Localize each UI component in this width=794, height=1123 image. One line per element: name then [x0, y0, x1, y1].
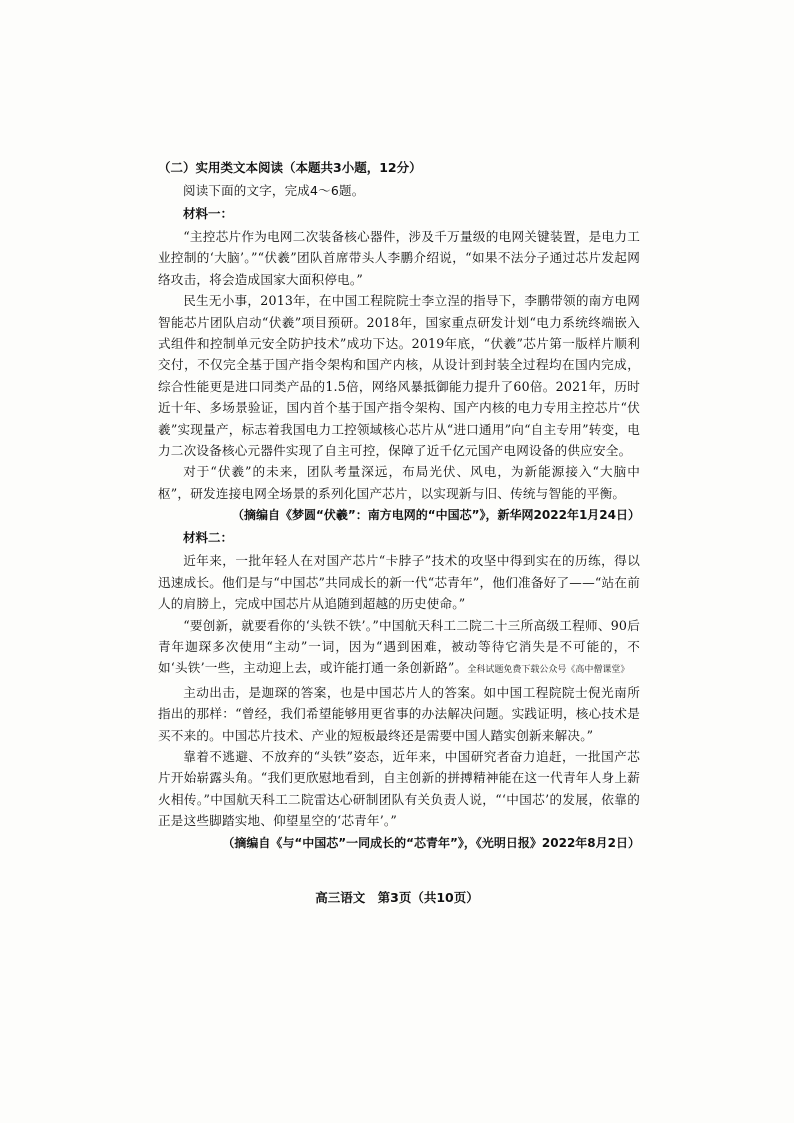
material-one-heading: 材料一： — [183, 206, 234, 221]
material-two-paragraph: 近年来，一批年轻人在对国产芯片“卡脖子”技术的攻坚中得到实在的历练，得以迅速成长。他们是与“中国芯”共同成长的新一代“芯青年”，他们准备好了——“站在前人的肩膀上，完成中国芯片从追随到超越的历史使命。” — [158, 553, 640, 612]
page-footer — [0, 889, 794, 907]
section-instruction: 阅读下面的文字，完成4～6题。 — [183, 183, 365, 198]
material-two-paragraph-text: “要创新，就要看你的‘头铁不铁’。”中国航天科工二院二十三所高级工程师、90后青年迦琛多次使用“主动”一词，因为“遇到困难，被动等待它消失是不可能的，不如‘头铁’一些，主动迎上去，或许能打通一条创新路”。 — [158, 617, 640, 676]
material-two-heading: 材料二： — [183, 530, 234, 546]
material-one-paragraph: “主控芯片作为电网二次装备核心器件，涉及千万量级的电网关键装置，是电力工业控制的‘大脑’。”“伏羲”团队首席带头人李鹏介绍说，“如果不法分子通过芯片发起网络攻击，将会造成国家大面积停电。” — [158, 229, 640, 287]
material-two-source: （摘编自《与“中国芯”一同成长的“芯青年”》，《光明日报》2022年8月2日） — [222, 835, 640, 850]
material-two-paragraph: 主动出击，是迦琛的答案，也是中国芯片人的答案。如中国工程院院士倪光南所指出的那样：“曾经，我们希望能够用更省事的办法解决问题。实践证明，核心技术是买不来的。中国芯片技术、产业的短板最终还是需要中国人踏实创新来解决。” — [158, 684, 640, 743]
material-two-paragraph: 靠着不逃避、不放弃的“头铁”姿态，近年来，中国研究者奋力追赶，一批国产芯片开始崭露头角。“我们更欣慰地看到，自主创新的拼搏精神能在这一代青年人身上薪火相传。”中国航天科工二院雷达心研制团队有关负责人说，“‘中国芯’的发展，依靠的正是这些脚踏实地、仰望星空的‘芯青年’。” — [158, 748, 640, 829]
watermark-text: 全科试题免费下载公众号《高中僧课堂》 — [467, 665, 630, 676]
material-one-paragraph: 民生无小事，2013年，在中国工程院院士李立浧的指导下，李鹏带领的南方电网智能芯片团队启动“伏羲”项目预研。2018年，国家重点研发计划“电力系统终端嵌入式组件和控制单元安全防护技术”成功下达。2019年底，“伏羲”芯片第一版样片顺利交付，不仅完全基于国产指令架构和国产内核，从设计到封装全过程均在国内完成，综合性能更是进口同类产品的1.5倍，网络风暴抵御能力提升了60倍。2021年，历时近十年、多场景验证，国内首个基于国产指令架构、国产内核的电力专用主控芯片“伏羲”实现量产，标志着我国电力工控领域核心芯片从“进口通用”向“自主专用”转变，电力二次设备核心元器件实现了自主可控，保障了近千亿元国产电网设备的供应安全。 — [158, 293, 640, 459]
material-two-paragraph — [158, 615, 640, 682]
section-title: （二）实用类文本阅读（本题共3小题，12分） — [158, 160, 422, 175]
reading-section — [158, 158, 640, 854]
footer-page-number: 第3页（共10页） — [377, 890, 479, 905]
material-one-source: （摘编自《梦圆“伏羲”：南方电网的“中国芯”》，新华网2022年1月24日） — [232, 508, 640, 523]
footer-subject: 高三语文 — [315, 890, 366, 905]
material-one-paragraph: 对于“伏羲”的未来，团队考量深远，布局光伏、风电，为新能源接入“大脑中枢”，研发连接电网全场景的系列化国产芯片，以实现新与旧、传统与智能的平衡。 — [158, 464, 640, 501]
